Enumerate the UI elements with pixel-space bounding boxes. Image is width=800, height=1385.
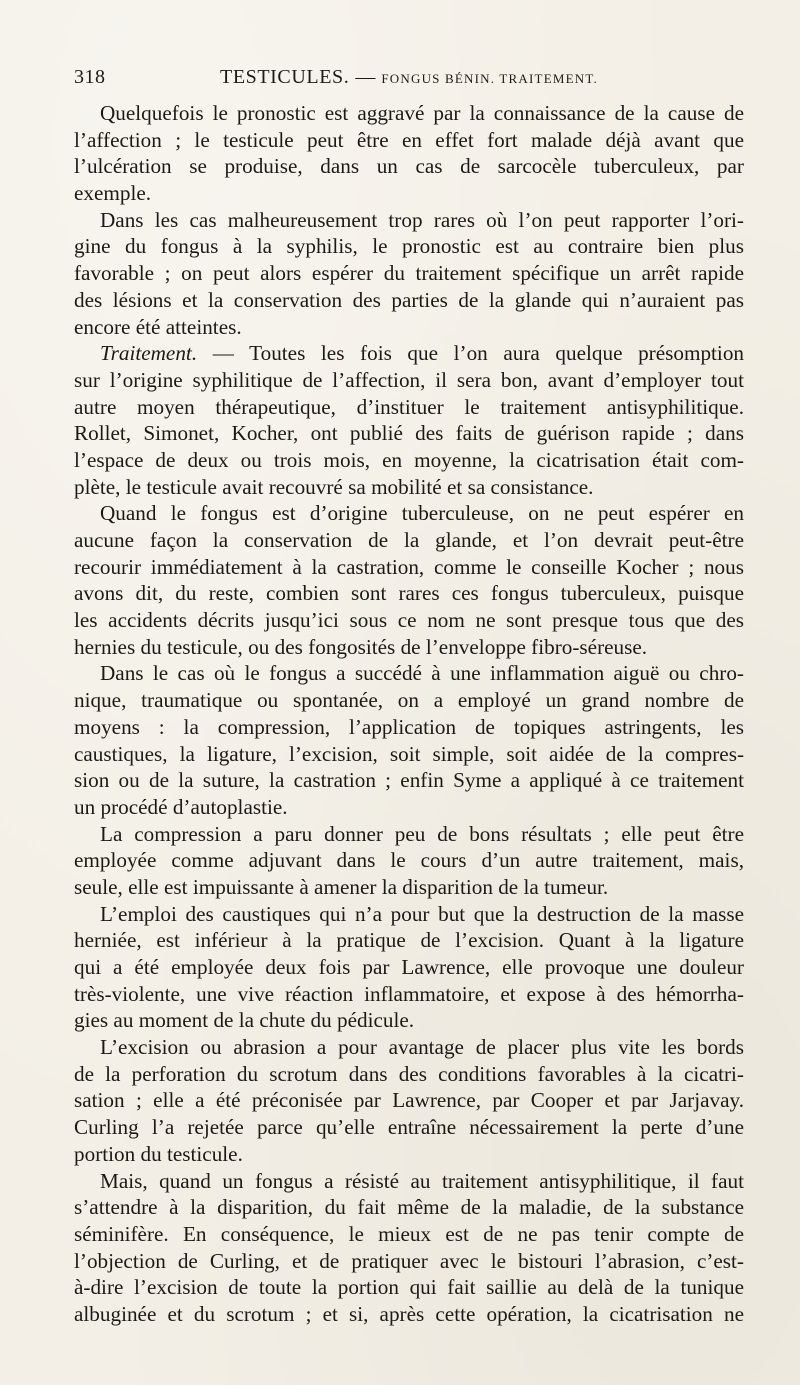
text-line: autre moyen thérapeutique, d’instituer le traitement antisyphilitique. xyxy=(74,394,744,419)
text-line: La compression a paru donner peu de bons résultats ; elle peut être xyxy=(100,821,744,846)
text-line: encore été atteintes. xyxy=(74,314,242,339)
text-line: un procédé d’autoplastie. xyxy=(74,794,288,819)
text-line: des lésions et la conservation des parties de la glande qui n’auraient pas xyxy=(74,287,744,312)
running-separator: — xyxy=(355,66,376,88)
page-header xyxy=(74,66,744,92)
running-title: TESTICULES. xyxy=(220,66,350,88)
page-number: 318 xyxy=(74,66,106,88)
text-line: gies au moment de la chute du pédicule. xyxy=(74,1008,415,1033)
text-line: Quand le fongus est d’origine tuberculeuse, on ne peut espérer en xyxy=(100,501,744,526)
text-line: Curling l’a rejetée parce qu’elle entraîne nécessairement la perte d’une xyxy=(74,1115,744,1140)
text-line: hernies du testicule, ou des fongosités de l’enveloppe fibro-séreuse. xyxy=(74,634,648,659)
text-line: sion ou de la suture, la castration ; enfin Syme a appliqué à ce traitement xyxy=(74,768,744,793)
text-line: s’attendre à la disparition, du fait même de la maladie, de la substance xyxy=(74,1195,744,1220)
text-line: moyens : la compression, l’application de topiques astringents, les xyxy=(74,714,744,739)
text-line: Dans le cas où le fongus a succédé à une inflammation aiguë ou chro- xyxy=(100,661,744,686)
text-line: nique, traumatique ou spontanée, on a employé un grand nombre de xyxy=(74,688,744,713)
text-line: de la perforation du scrotum dans des conditions favorables à la cicatri- xyxy=(74,1061,744,1086)
text-line: Dans les cas malheureusement trop rares où l’on peut rapporter l’ori- xyxy=(100,207,744,232)
text-line: sation ; elle a été préconisée par Lawrence, par Cooper et par Jarjavay. xyxy=(74,1088,744,1113)
text-line: gine du fongus à la syphilis, le pronostic est au contraire bien plus xyxy=(74,234,744,259)
text-line: Mais, quand un fongus a résisté au traitement antisyphilitique, il faut xyxy=(100,1168,744,1193)
text-line: exemple. xyxy=(74,181,152,206)
section-heading: Traitement. xyxy=(100,341,198,366)
text-line: caustiques, la ligature, l’excision, soit simple, soit aidée de la compres- xyxy=(74,741,744,766)
running-head xyxy=(220,66,598,89)
text-line: sur l’origine syphilitique de l’affection, il sera bon, avant d’employer tout xyxy=(74,367,744,392)
text-line: Quelquefois le pronostic est aggravé par la connaissance de la cause de xyxy=(100,101,744,125)
text-line: herniée, est inférieur à la pratique de l’excision. Quant à la ligature xyxy=(74,928,744,953)
text-line: aucune façon la conservation de la glande, et l’on devrait peut-être xyxy=(74,528,744,552)
text-line: employée comme adjuvant dans le cours d’un autre traitement, mais, xyxy=(74,848,744,873)
text-line: portion du testicule. xyxy=(74,1141,243,1166)
text-line: à-dire l’excision de toute la portion qui fait saillie au delà de la tunique xyxy=(74,1275,744,1300)
text-line: les accidents décrits jusqu’ici sous ce nom ne sont presque tous que des xyxy=(74,608,744,633)
text-line: L’excision ou abrasion a pour avantage de placer plus vite les bords xyxy=(100,1035,744,1060)
text-line: l’espace de deux ou trois mois, en moyenne, la cicatrisation était com- xyxy=(74,447,744,472)
text-line: seule, elle est impuissante à amener la disparition de la tumeur. xyxy=(74,874,609,899)
text-line: avons dit, du reste, combien sont rares ces fongus tuberculeux, puisque xyxy=(74,581,744,606)
text-line: L’emploi des caustiques qui n’a pour but que la destruction de la masse xyxy=(100,901,744,926)
text-line-with-heading xyxy=(74,340,744,367)
text-line: séminifère. En conséquence, le mieux est de ne pas tenir compte de xyxy=(74,1221,744,1246)
text-line: plète, le testicule avait recouvré sa mobilité et sa consistance. xyxy=(74,474,594,499)
text-line: recourir immédiatement à la castration, comme le conseille Kocher ; nous xyxy=(74,554,744,579)
text-line: l’ulcération se produise, dans un cas de sarcocèle tuberculeux, par xyxy=(74,154,744,179)
running-subtitle: FONGUS BÉNIN. TRAITEMENT. xyxy=(381,71,598,86)
text-line: très-violente, une vive réaction inflammatoire, et expose à des hémorrha- xyxy=(74,981,744,1006)
text-line: l’objection de Curling, et de pratiquer avec le bistouri l’abrasion, c’est- xyxy=(74,1248,744,1273)
body-text xyxy=(74,100,744,1328)
text-line: Rollet, Simonet, Kocher, ont publié des faits de guérison rapide ; dans xyxy=(74,421,744,446)
text-line: l’affection ; le testicule peut être en effet fort malade déjà avant que xyxy=(74,127,744,152)
text-line: favorable ; on peut alors espérer du traitement spécifique un arrêt rapide xyxy=(74,261,744,286)
text-line: qui a été employée deux fois par Lawrence, elle provoque une douleur xyxy=(74,955,744,979)
text-line: albuginée et du scrotum ; et si, après cette opération, la cicatrisation ne xyxy=(74,1301,744,1326)
text-line: — Toutes les fois que l’on aura quelque présomption xyxy=(212,341,745,366)
